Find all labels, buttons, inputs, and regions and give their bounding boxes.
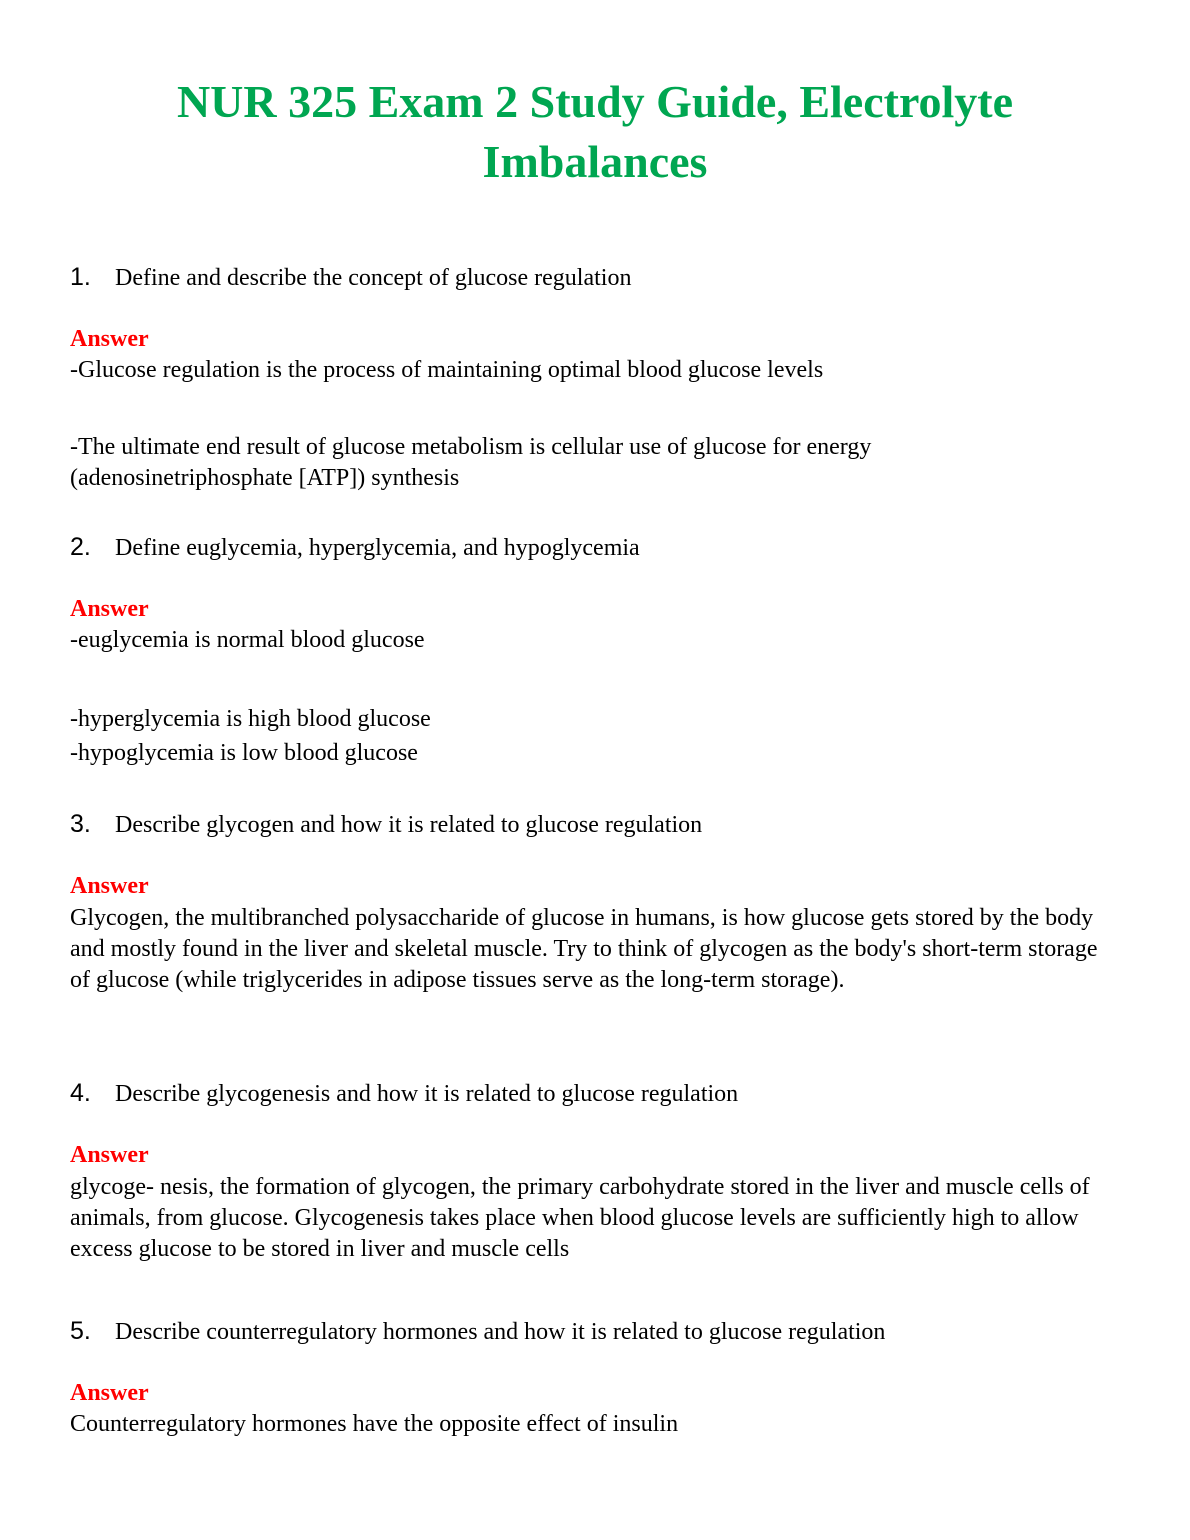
question-text: Describe glycogen and how it is related to glucose regulation [115, 812, 703, 838]
answer-text: -hypoglycemia is low blood glucose [70, 740, 418, 766]
question-3 [70, 809, 702, 840]
answer-label: Answer [70, 873, 149, 899]
title-line-1: NUR 325 Exam 2 Study Guide, Electrolyte [176, 76, 1014, 127]
question-number: 4. [70, 1079, 91, 1107]
title-line-2: Imbalances [482, 136, 708, 187]
question-5 [70, 1316, 885, 1347]
question-text: Describe counterregulatory hormones and how it is related to glucose regulation [115, 1319, 886, 1345]
question-number: 5. [70, 1317, 91, 1345]
question-2 [70, 532, 640, 563]
question-number: 3. [70, 810, 91, 838]
question-text: Describe glycogenesis and how it is related to glucose regulation [115, 1081, 739, 1107]
answer-text: Glycogen, the multibranched polysaccharide of glucose in humans, is how glucose gets stored by the body and mostly found in the liver and skeletal muscle. Try to think of glycogen as the body's short-term storage of glucose (while triglycerides in adipose tissues serve as the long-term storage). [70, 905, 1098, 993]
answer-text: -The ultimate end result of glucose metabolism is cellular use of glucose for energy (adenosinetriphosphate [ATP]) synthesis [70, 434, 872, 491]
answer-text: Counterregulatory hormones have the opposite effect of insulin [70, 1411, 679, 1437]
answer-label: Answer [70, 1380, 149, 1406]
answer-label: Answer [70, 1142, 149, 1168]
answer-text: glycoge- nesis, the formation of glycogen, the primary carbohydrate stored in the liver and muscle cells of animals, from glucose. Glycogenesis takes place when blood glucose levels are sufficiently high to allow excess glucose to be stored in liver and muscle cells [70, 1174, 1090, 1262]
question-number: 2. [70, 533, 91, 561]
question-4 [70, 1078, 738, 1109]
answer-text: -Glucose regulation is the process of maintaining optimal blood glucose levels [70, 357, 824, 383]
answer-text: -euglycemia is normal blood glucose [70, 627, 425, 653]
question-text: Define and describe the concept of glucose regulation [115, 265, 632, 291]
question-text: Define euglycemia, hyperglycemia, and hypoglycemia [115, 535, 640, 561]
question-1 [70, 262, 631, 293]
answer-label: Answer [70, 596, 149, 622]
question-number: 1. [70, 263, 91, 291]
page-title [0, 72, 1190, 192]
answer-text: -hyperglycemia is high blood glucose [70, 706, 431, 732]
answer-label: Answer [70, 326, 149, 352]
